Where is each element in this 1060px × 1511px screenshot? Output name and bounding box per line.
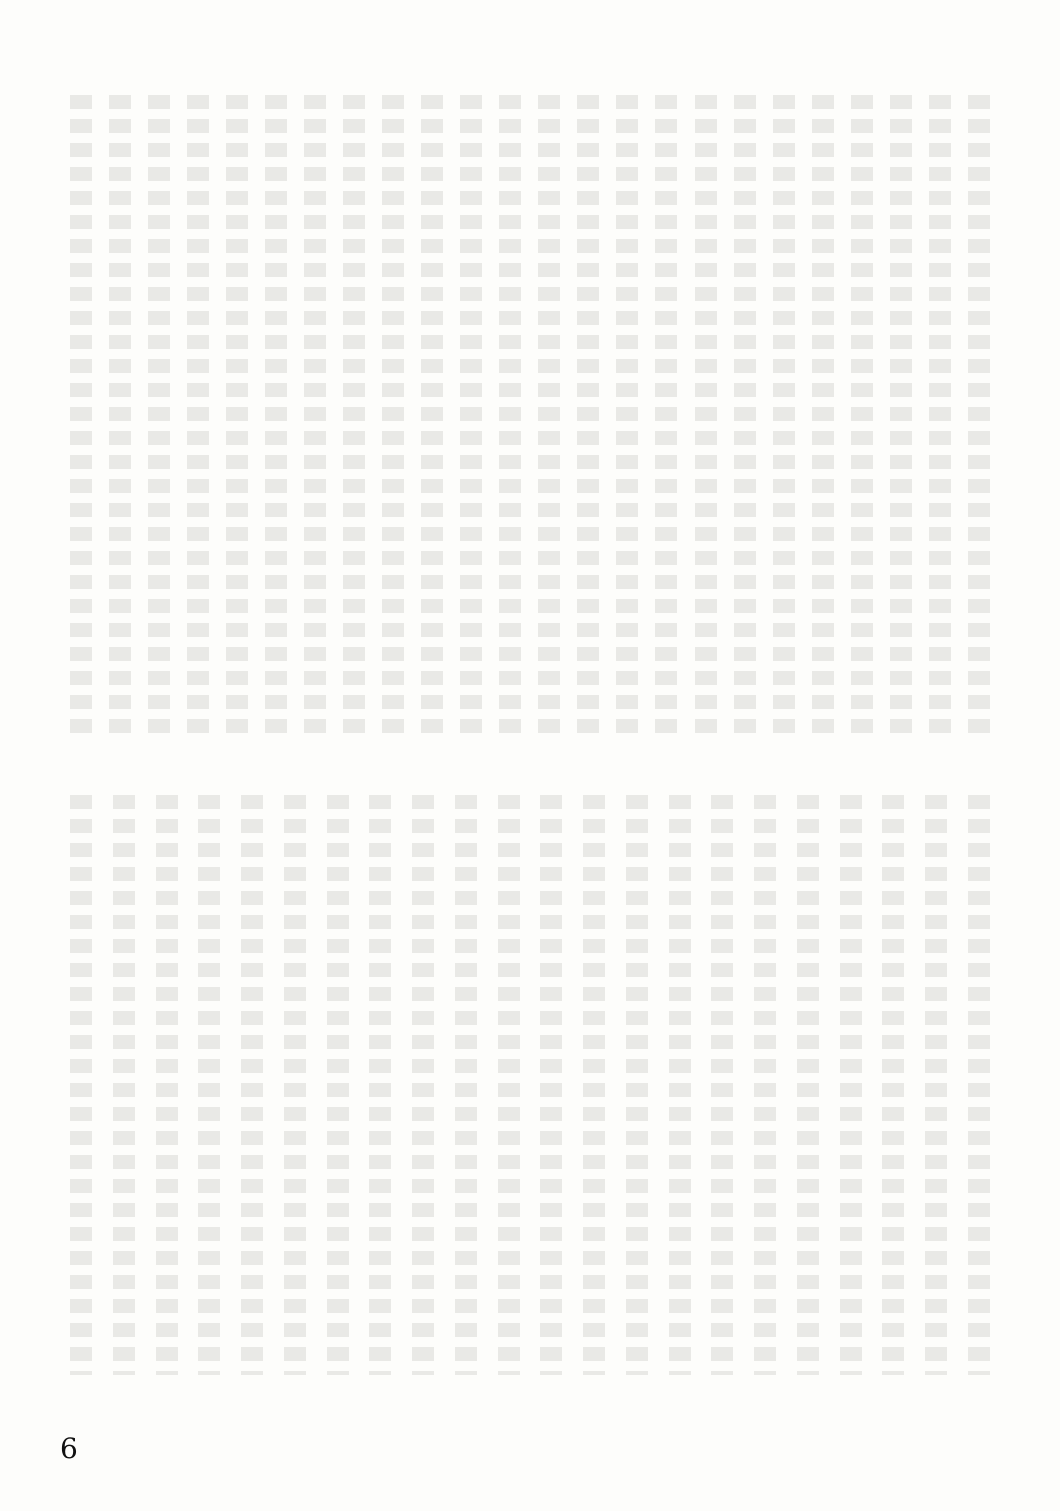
text-column (890, 95, 912, 735)
text-column (882, 795, 904, 1375)
text-column (577, 95, 599, 735)
text-column (929, 95, 951, 735)
text-column (851, 95, 873, 735)
text-column (538, 95, 560, 735)
text-column (695, 95, 717, 735)
text-column (382, 95, 404, 735)
text-column (327, 795, 349, 1375)
page-number: 6 (60, 1432, 78, 1465)
text-column (226, 95, 248, 735)
text-column (925, 795, 947, 1375)
text-column (70, 95, 92, 735)
text-column (840, 795, 862, 1375)
text-column (148, 95, 170, 735)
text-column (583, 795, 605, 1375)
text-column (499, 95, 521, 735)
text-column (113, 795, 135, 1375)
text-column (369, 795, 391, 1375)
text-column (968, 95, 990, 735)
text-column (669, 795, 691, 1375)
text-column (460, 95, 482, 735)
text-column (734, 95, 756, 735)
text-column (540, 795, 562, 1375)
text-column (284, 795, 306, 1375)
text-column (754, 795, 776, 1375)
text-column (198, 795, 220, 1375)
text-column (968, 795, 990, 1375)
text-column (343, 95, 365, 735)
text-column (109, 95, 131, 735)
text-column (421, 95, 443, 735)
text-column (156, 795, 178, 1375)
text-column (773, 95, 795, 735)
text-column (626, 795, 648, 1375)
text-column (455, 795, 477, 1375)
text-column (812, 95, 834, 735)
lower-text-block (70, 795, 990, 1375)
text-column (616, 95, 638, 735)
upper-text-block (70, 95, 990, 735)
text-column (711, 795, 733, 1375)
text-column (498, 795, 520, 1375)
text-column (70, 795, 92, 1375)
text-column (265, 95, 287, 735)
text-column (241, 795, 263, 1375)
text-column (412, 795, 434, 1375)
text-column (655, 95, 677, 735)
text-column (797, 795, 819, 1375)
text-column (187, 95, 209, 735)
text-column (304, 95, 326, 735)
